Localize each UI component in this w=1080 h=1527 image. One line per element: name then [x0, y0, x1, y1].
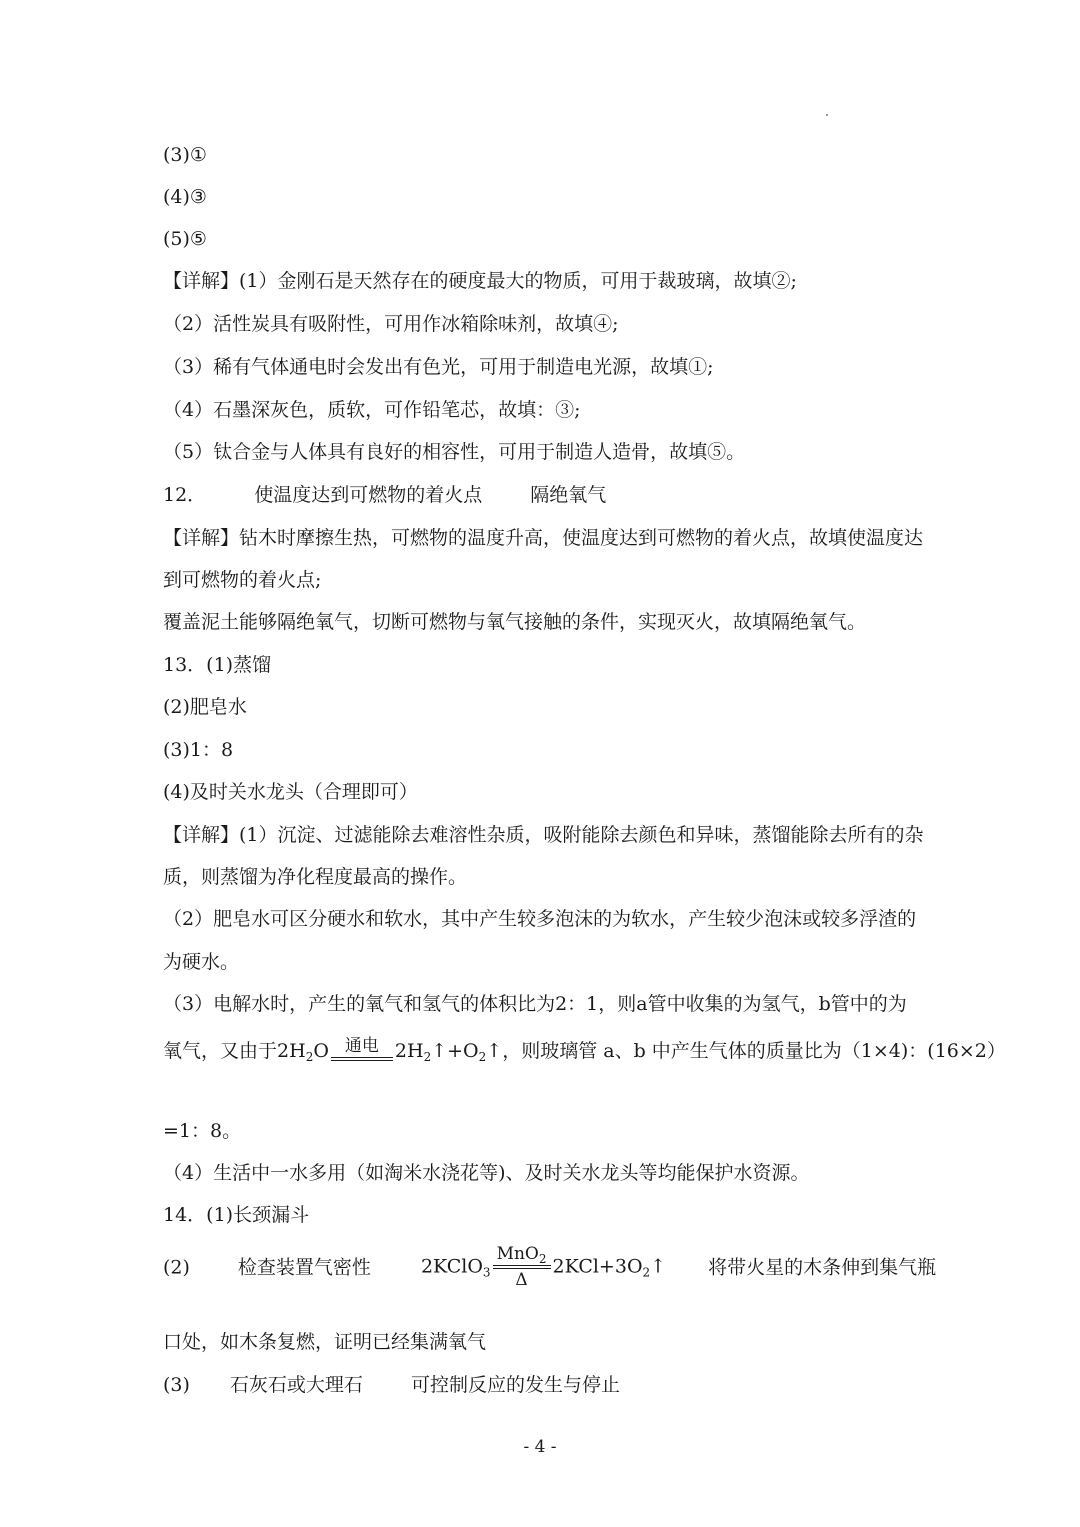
explanation-line: 质，则蒸馏为净化程度最高的操作。 [163, 866, 468, 888]
answer-part: 石灰石或大理石 [229, 1374, 363, 1396]
answer-line-q14-2 [163, 1244, 936, 1291]
explanation-line: （2）活性炭具有吸附性，可用作冰箱除味剂，故填④; [163, 313, 619, 335]
answer-line-q12 [163, 482, 606, 508]
answer-line: 13．(1)蒸馏 [163, 654, 272, 676]
answer-line: 口处，如木条复燃，证明已经集满氧气 [163, 1331, 487, 1353]
answer-line-q14-3 [163, 1372, 620, 1398]
question-number: 12． [163, 484, 207, 506]
explanation-line: =1：8。 [163, 1120, 242, 1142]
explanation-line: 到可燃物的着火点; [163, 569, 322, 591]
explanation-line: 【详解】(1）沉淀、过滤能除去难溶性杂质，吸附能除去颜色和异味，蒸馏能除去所有的杂 [163, 824, 924, 846]
answer-line: (4)及时关水龙头（合理即可） [163, 781, 418, 803]
answer-line: (2)肥皂水 [163, 696, 247, 718]
text-segment: 氧气，又由于 [163, 1040, 278, 1062]
equals-sign [493, 1265, 551, 1266]
explanation-line: 覆盖泥土能够隔绝氧气，切断可燃物与氧气接触的条件，实现灭火，故填隔绝氧气。 [163, 611, 867, 633]
answer-part: 可控制反应的发生与停止 [410, 1374, 620, 1396]
answer-line: (3)① [163, 144, 207, 166]
equation-line-electrolysis [163, 1036, 1006, 1065]
scan-speck [826, 114, 828, 116]
answer-line: (3)1：8 [163, 739, 234, 761]
answer-line: (4)③ [163, 186, 207, 208]
answer-part: 将带火星的木条伸到集气瓶 [708, 1256, 937, 1279]
explanation-line: （4）生活中一水多用（如淘米水浇花等)、及时关水龙头等均能保护水资源。 [163, 1162, 810, 1184]
answer-line: 14．(1)长颈漏斗 [163, 1204, 310, 1226]
equals-sign [331, 1057, 393, 1058]
answer-part: 使温度达到可燃物的着火点 [254, 484, 483, 506]
page-number: - 4 - [523, 1437, 557, 1457]
chemical-equation: 2KClO$_3$ $\frac{MnO_2}{\Delta}$ $2KCl+3O_2↑$ [420, 1244, 667, 1290]
reaction-condition: $\frac{MnO_2}{\Delta}$ [493, 1244, 551, 1291]
answer-part: 隔绝氧气 [530, 484, 607, 506]
answer-part: 检查装置气密性 [237, 1256, 371, 1279]
chemical-equation: $2H_2O$ 通电 $2H_2↑+O_2↑$ [277, 1036, 503, 1064]
explanation-line: （4）石墨深灰色，质软，可作铅笔芯，故填：③; [163, 399, 581, 421]
answer-line: (5)⑤ [163, 228, 207, 250]
explanation-line: （2）肥皂水可区分硬水和软水，其中产生较多泡沫的为软水，产生较少泡沫或较多浮渣的 [163, 908, 917, 930]
explanation-line: 【详解】钻木时摩擦生热，可燃物的温度升高，使温度达到可燃物的着火点，故填使温度达 [163, 527, 924, 549]
explanation-line: 【详解】(1）金刚石是天然存在的硬度最大的物质，可用于裁玻璃，故填②; [163, 270, 797, 292]
part-number: (2) [163, 1256, 190, 1279]
reaction-condition: 通电 [331, 1036, 393, 1061]
explanation-line: 为硬水。 [163, 951, 240, 973]
explanation-line: （5）钛合金与人体具有良好的相容性，可用于制造人造骨，故填⑤。 [163, 441, 746, 463]
text-segment: ，则玻璃管 a、b 中产生气体的质量比为（1×4)：(16×2） [502, 1040, 1006, 1062]
part-number: (3) [163, 1374, 190, 1396]
explanation-line: （3）稀有气体通电时会发出有色光，可用于制造电光源，故填①; [163, 356, 714, 378]
explanation-line: （3）电解水时，产生的氧气和氢气的体积比为2：1，则a管中收集的为氢气，b管中的为 [163, 993, 907, 1015]
